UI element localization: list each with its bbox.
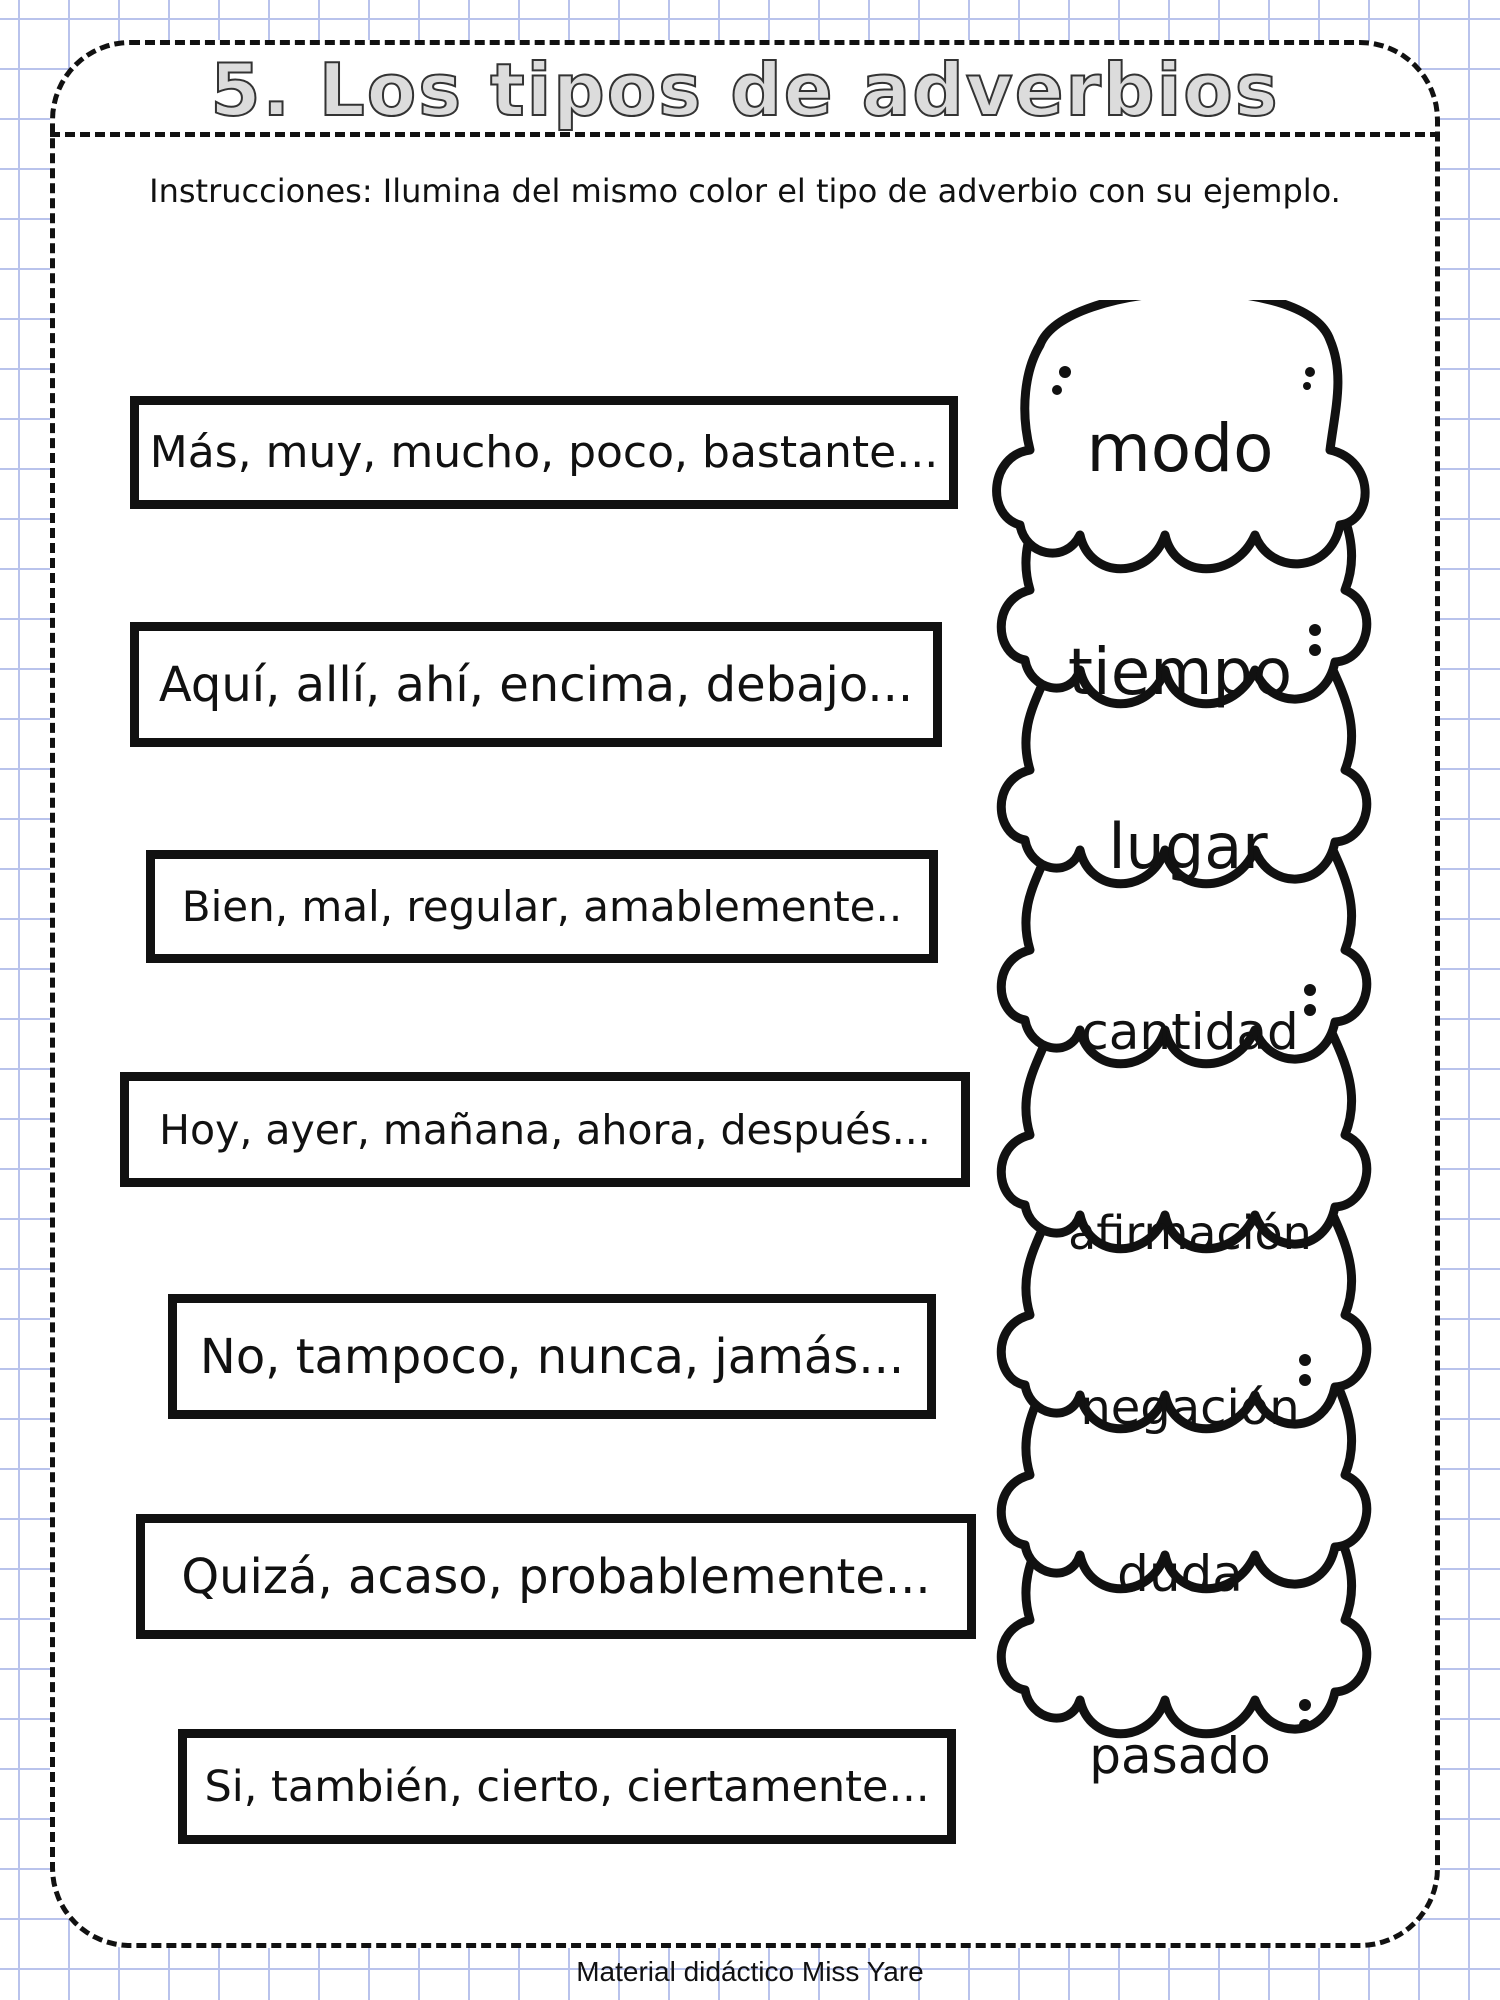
type-label-duda[interactable]: duda — [1117, 1545, 1243, 1603]
footer-credit: Material didáctico Miss Yare — [576, 1956, 924, 1987]
example-box[interactable] — [130, 396, 958, 509]
example-box[interactable] — [146, 850, 938, 963]
example-text: Quizá, acaso, probablemente... — [181, 1548, 931, 1605]
example-box[interactable] — [130, 622, 942, 747]
type-label-modo[interactable]: modo — [1086, 410, 1274, 487]
example-text: Más, muy, mucho, poco, bastante... — [149, 427, 939, 478]
example-box[interactable] — [178, 1729, 956, 1844]
example-text: Si, también, cierto, ciertamente... — [204, 1761, 930, 1812]
type-label-cantidad[interactable]: cantidad — [1081, 1003, 1299, 1061]
example-box[interactable] — [168, 1294, 936, 1419]
example-box[interactable] — [136, 1514, 976, 1639]
type-label-negacion[interactable]: negación — [1080, 1380, 1300, 1436]
example-box[interactable] — [120, 1072, 970, 1187]
example-text: Hoy, ayer, mañana, ahora, después... — [159, 1105, 931, 1154]
example-text: Bien, mal, regular, amablemente.. — [181, 882, 903, 931]
example-text: No, tampoco, nunca, jamás... — [199, 1328, 905, 1385]
instructions-text: Instrucciones: Ilumina del mismo color el tipo de adverbio con su ejemplo. — [149, 172, 1341, 210]
type-label-afirmacion[interactable]: afirmación — [1068, 1206, 1312, 1260]
example-text: Aquí, allí, ahí, encima, debajo... — [158, 656, 914, 713]
type-label-pasado[interactable]: pasado — [1089, 1727, 1271, 1785]
type-label-lugar[interactable]: lugar — [1108, 810, 1268, 883]
worksheet-title: 5. Los tipos de adverbios — [210, 48, 1280, 132]
type-label-tiempo[interactable]: tiempo — [1067, 636, 1293, 710]
ice-cream-scoops-illustration — [985, 300, 1385, 1860]
